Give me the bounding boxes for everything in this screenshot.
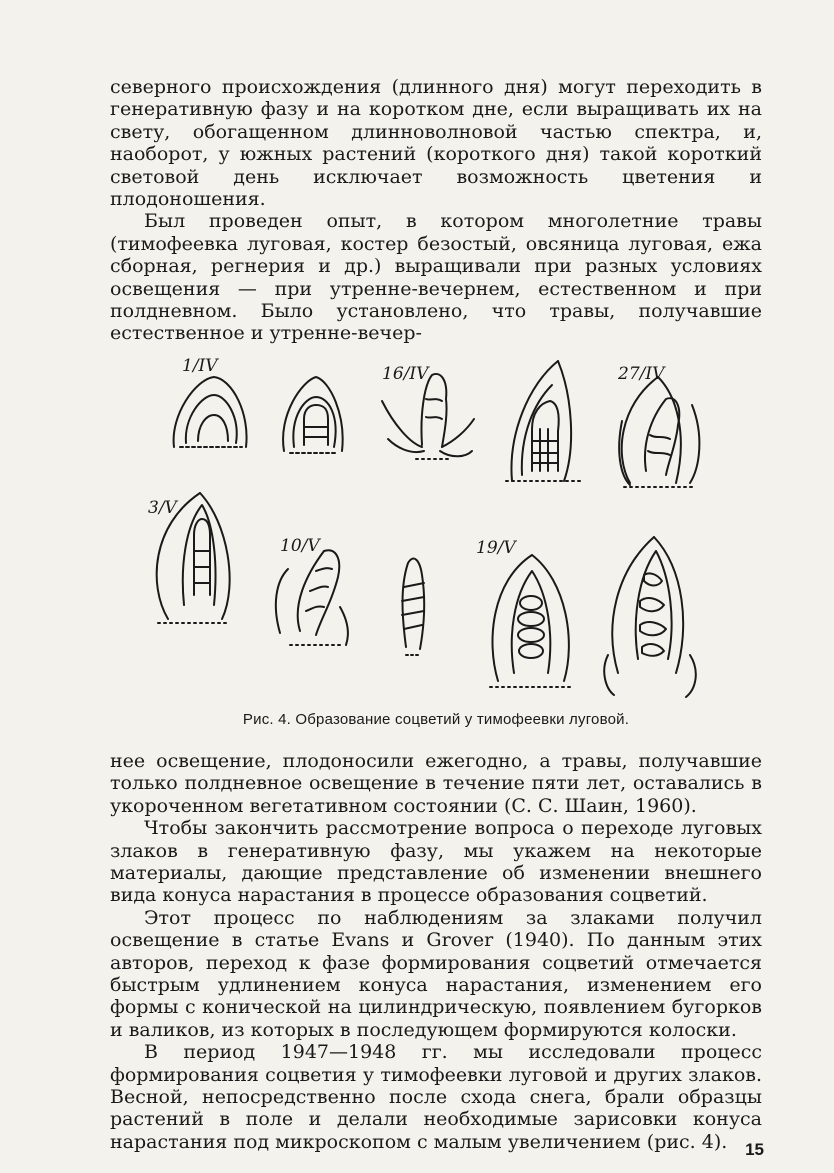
drawing-4-stack — [506, 361, 580, 481]
paragraph-1: северного происхождения (длинного дня) могут переходить в генеративную фазу и на коротком дне, если выращивать их на свету, обогащенном длинноволновой частью спектра, и, наоборот, у южных растений (короткого дня) такой короткий световой день исключает возможность цветения и плодоношения. — [110, 76, 762, 211]
label-3-v: 3/V — [148, 497, 177, 518]
label-1-iv: 1/IV — [182, 355, 218, 376]
drawing-9-19v — [490, 555, 572, 687]
label-16-iv: 16/IV — [382, 363, 429, 384]
drawing-2-bud — [283, 377, 343, 453]
paragraph-4: Чтобы закончить рассмотрение вопроса о переходе луговых злаков в генеративную фазу, мы укажем на некоторые материалы, дающие представление об изменении внешнего вида конуса нарастания в процессе образования соцветий. — [110, 817, 762, 907]
figure-4 — [110, 355, 762, 750]
label-19-v: 19/V — [476, 537, 516, 558]
drawing-8-spike — [402, 558, 424, 654]
drawing-3-cone — [382, 374, 474, 459]
paragraph-5: Этот процесс по наблюдениям за злаками получил освещение в статье Evans и Grover (1940). По данным этих авторов, переход к фазе формирования соцветий отмечается быстрым удлинением конуса нарастания, изменением его формы с конической на цилиндрическую, появлением бугорков и валиков, из которых в последующем формируются колоски. — [110, 906, 762, 1041]
label-10-v: 10/V — [280, 535, 320, 556]
drawing-7-10v — [276, 550, 348, 645]
figure-drawings — [110, 355, 762, 710]
paragraph-6: В период 1947—1948 гг. мы исследовали процесс формирования соцветия у тимофеевки луговой и других злаков. Весной, непосредственно после схода снега, брали образцы растений в поле и делали необходимые зарисовки конуса нарастания под микроскопом с малым увеличением (рис. 4). — [110, 1041, 762, 1153]
drawing-5-27iv — [619, 377, 699, 487]
label-27-iv: 27/IV — [618, 363, 665, 384]
paragraph-3: нее освещение, плодоносили ежегодно, а травы, получавшие только полдневное освещение в течение пяти лет, оставались в укороченном вегетативном состоянии (С. С. Шаин, 1960). — [110, 749, 762, 817]
drawing-10-mature — [604, 537, 696, 697]
page-content — [110, 76, 762, 1153]
paragraph-2: Был проведен опыт, в котором многолетние травы (тимофеевка луговая, костер безостый, овсяница луговая, ежа сборная, регнерия и др.) выращивали при разных условиях освещения — при утренне-вечернем, естественном и при полдневном. Было установлено, что травы, получавшие естественное и утренне-вечер- — [110, 210, 762, 345]
figure-caption: Рис. 4. Образование соцветий у тимофеевки луговой. — [242, 710, 630, 728]
drawing-1-dome — [174, 377, 247, 447]
page-number: 15 — [745, 1140, 764, 1159]
